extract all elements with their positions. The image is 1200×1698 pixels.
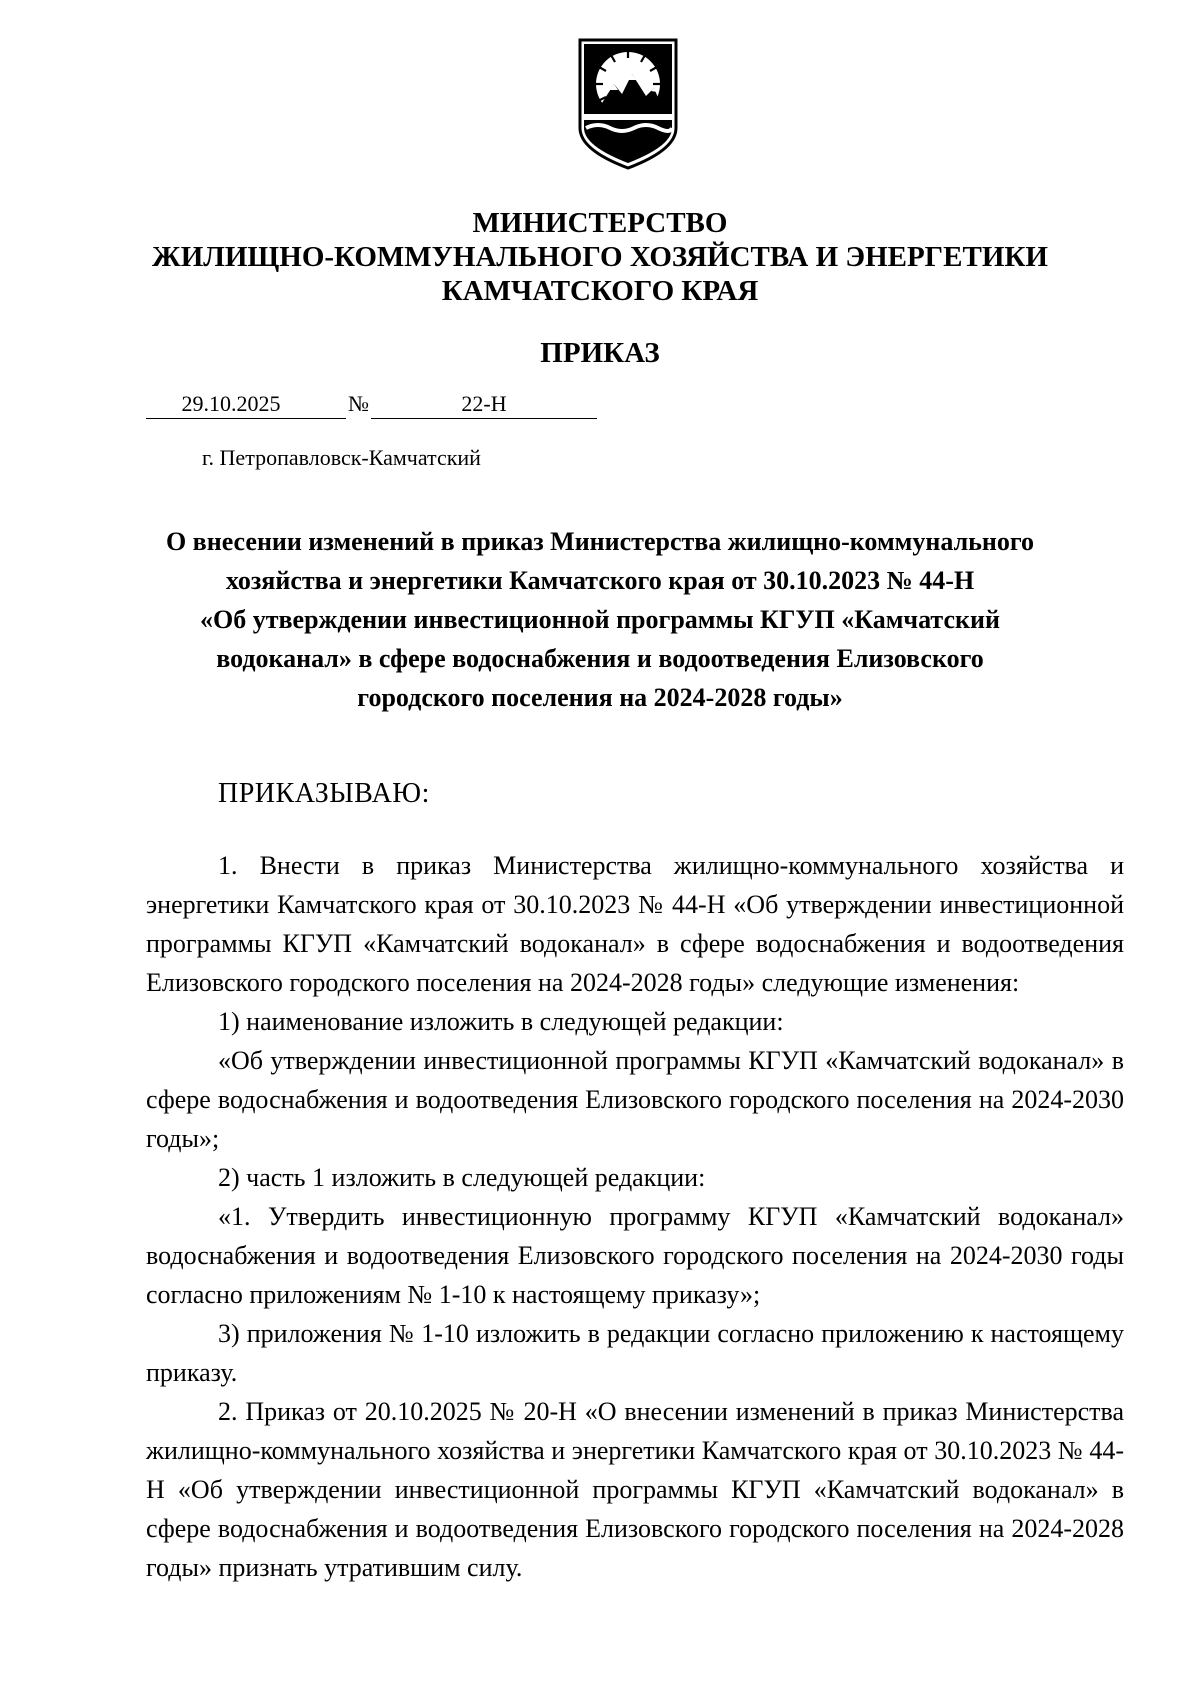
document-number: 22-Н <box>371 391 597 419</box>
body-paragraph-6: 3) приложения № 1-10 изложить в редакции согласно приложению к настоящему приказу. <box>146 1319 1124 1387</box>
body-paragraph-3: «Об утверждении инвестиционной программы КГУП «Камчатский водоканал» в сфере водоснабжения и водоотведения Елизовского городского поселения на 2024-2030 годы»; <box>146 1046 1124 1153</box>
subject-line-5: городского поселения на 2024-2028 годы» <box>357 683 843 712</box>
subject-line-4: водоканал» в сфере водоснабжения и водоотведения Елизовского <box>216 644 984 673</box>
ministry-name <box>0 206 1200 308</box>
body-paragraph-1: 1. Внести в приказ Министерства жилищно-коммунального хозяйства и энергетики Камчатского края от 30.10.2023 № 44-Н «Об утверждении инвестиционной программы КГУП «Камчатский водоканал» в сфере водоснабжения и водоотведения Елизовского городского поселения на 2024-2028 годы» следующие изменения: <box>146 851 1124 997</box>
decree-word: ПРИКАЗЫВАЮ: <box>218 778 430 809</box>
document-body <box>146 846 1124 1587</box>
body-paragraph-5: «1. Утвердить инвестиционную программу КГУП «Камчатский водоканал» водоснабжения и водоотведения Елизовского городского поселения на 2024-2030 годы согласно приложениям № 1-10 к настоящему приказу»; <box>146 1202 1124 1309</box>
subject-line-2: хозяйства и энергетики Камчатского края от 30.10.2023 № 44-Н <box>225 566 975 595</box>
document-city: г. Петропавловск-Камчатский <box>202 445 481 470</box>
ministry-name-line-1: МИНИСТЕРСТВО <box>472 207 728 239</box>
document-type: ПРИКАЗ <box>540 337 660 369</box>
date-number-line <box>146 391 597 421</box>
subject-line-1: О внесении изменений в приказ Министерства жилищно-коммунального <box>165 527 1035 556</box>
ministry-name-line-2: ЖИЛИЩНО-КОММУНАЛЬНОГО ХОЗЯЙСТВА И ЭНЕРГЕТИКИ <box>152 241 1048 273</box>
ministry-name-line-3: КАМЧАТСКОГО КРАЯ <box>441 275 759 307</box>
body-paragraph-7: 2. Приказ от 20.10.2025 № 20-Н «О внесении изменений в приказ Министерства жилищно-коммунального хозяйства и энергетики Камчатского края от 30.10.2023 № 44-Н «Об утверждении инвестиционной программы КГУП «Камчатский водоканал» в сфере водоснабжения и водоотведения Елизовского городского поселения на 2024-2028 годы» признать утратившим силу. <box>146 1397 1124 1582</box>
number-sign: № <box>348 391 369 416</box>
body-paragraph-4: 2) часть 1 изложить в следующей редакции: <box>218 1163 706 1192</box>
date-underline <box>316 391 346 419</box>
kamchatka-coat-of-arms-icon <box>576 36 680 170</box>
document-date: 29.10.2025 <box>146 391 316 419</box>
document-subject <box>130 522 1070 717</box>
subject-line-3: «Об утверждении инвестиционной программы КГУП «Камчатский <box>200 605 1000 634</box>
body-paragraph-2: 1) наименование изложить в следующей редакции: <box>218 1007 784 1036</box>
